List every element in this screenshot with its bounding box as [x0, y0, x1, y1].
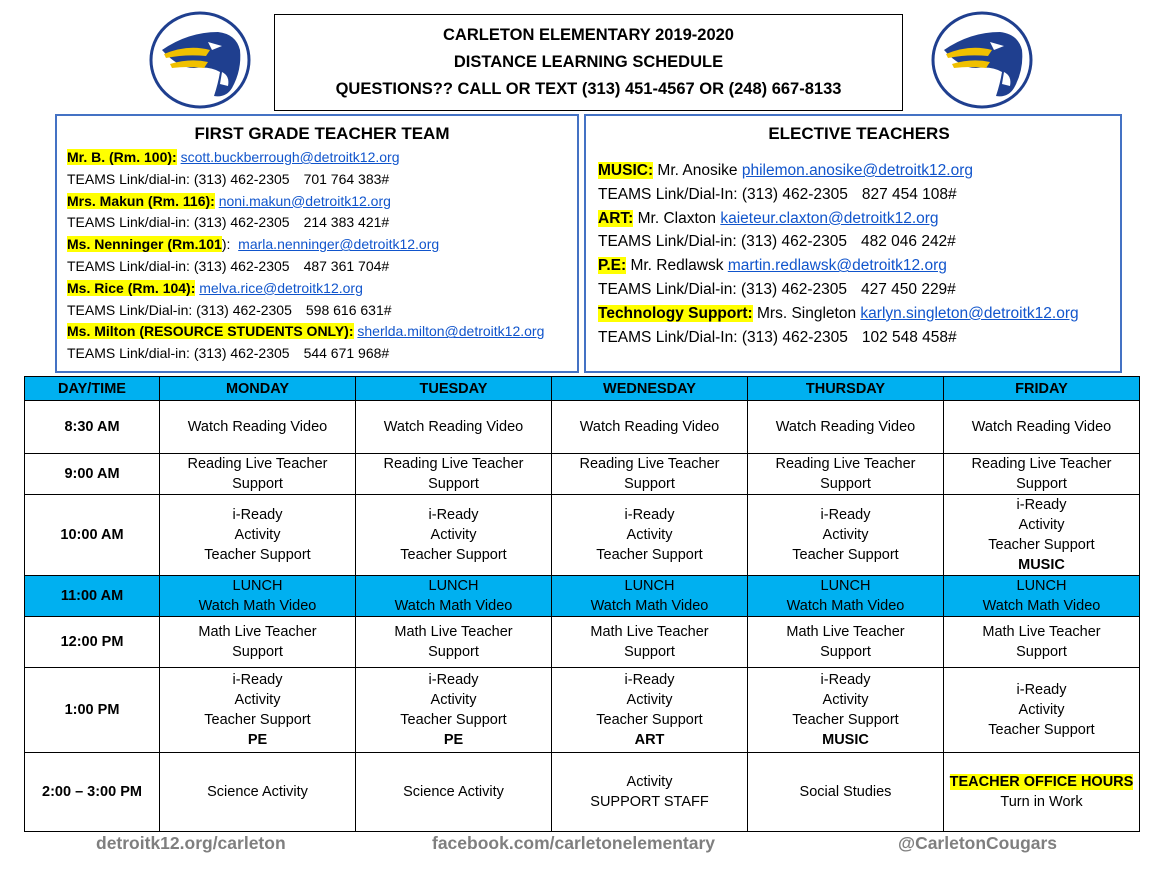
cell-line: Math Live Teacher: [786, 624, 905, 640]
elective-subject: MUSIC:: [598, 162, 654, 179]
cell-line: Reading Live Teacher: [971, 456, 1112, 472]
cell-line: i-Ready: [232, 672, 283, 688]
cell-line: Activity: [822, 527, 869, 543]
schedule-cell: [160, 401, 356, 454]
schedule-cell: [552, 617, 748, 668]
cell-line: Social Studies: [799, 784, 892, 800]
cell-line: Activity: [1018, 702, 1065, 718]
teams-meeting-code: 102 548 458#: [861, 328, 957, 346]
schedule-cell: [160, 617, 356, 668]
teams-dialin-label: TEAMS Link/dial-in: (313) 462-2305: [67, 170, 290, 187]
teacher-email-link[interactable]: melva.rice@detroitk12.org: [199, 279, 363, 296]
teams-meeting-code: 427 450 229#: [860, 280, 956, 298]
cell-line: Watch Math Video: [982, 598, 1101, 614]
elective-tag: PE: [247, 732, 268, 748]
elective-subject: P.E:: [598, 257, 627, 275]
teacher-email-link[interactable]: martin.redlawsk@detroitk12.org: [727, 257, 947, 275]
elective-teacher-name: Mr. Redlawsk: [630, 257, 724, 275]
cell-line: Teacher Support: [204, 547, 311, 563]
teacher-email-link[interactable]: kaieteur.claxton@detroitk12.org: [720, 209, 939, 227]
elective-teacher-name: Mr. Anosike: [657, 162, 738, 179]
cell-line: Math Live Teacher: [982, 624, 1101, 640]
cell-line: Activity: [626, 774, 673, 790]
cell-line: Activity: [1018, 517, 1065, 533]
schedule-cell: [748, 753, 944, 832]
table-row: [25, 617, 1140, 668]
cell-line: Teacher Support: [792, 712, 899, 728]
elective-tag: ART: [634, 732, 665, 748]
cell-line: Math Live Teacher: [590, 624, 709, 640]
time-cell: 10:00 AM: [25, 495, 160, 576]
teams-dialin-row: [67, 256, 577, 278]
column-header: MONDAY: [160, 377, 356, 401]
cell-line: Activity: [626, 527, 673, 543]
cell-line: Activity: [430, 527, 477, 543]
teacher-row: [67, 321, 577, 343]
teams-meeting-code: 544 671 968#: [303, 345, 390, 362]
schedule-cell: [160, 753, 356, 832]
footer-facebook: facebook.com/carletonelementary: [432, 833, 716, 853]
cell-line: Teacher Support: [400, 547, 507, 563]
table-row: [25, 495, 1140, 576]
cell-line: Activity: [626, 692, 673, 708]
footer-website: detroitk12.org/carleton: [96, 833, 286, 853]
teacher-email-link[interactable]: marla.nenninger@detroitk12.org: [238, 236, 440, 253]
column-header: TUESDAY: [356, 377, 552, 401]
teams-dialin-label: TEAMS Link/dial-in: (313) 462-2305: [67, 257, 290, 274]
schedule-cell: [944, 495, 1140, 576]
teams-dialin-row: [598, 230, 1120, 254]
first-grade-team-panel: [55, 114, 579, 373]
teacher-name: Mr. B. (Rm. 100):: [67, 149, 177, 165]
table-row: [25, 454, 1140, 495]
schedule-cell: [160, 495, 356, 576]
cell-line: Support: [1016, 476, 1067, 492]
cell-line: i-Ready: [1016, 682, 1067, 698]
cell-line: Support: [428, 644, 479, 660]
cell-line: i-Ready: [428, 672, 479, 688]
schedule-cell: [944, 401, 1140, 454]
column-header: THURSDAY: [748, 377, 944, 401]
teams-dialin-label: TEAMS Link/Dial-In: (313) 462-2305: [598, 185, 848, 203]
teacher-email-link[interactable]: scott.buckberrough@detroitk12.org: [180, 149, 400, 165]
teams-dialin-label: TEAMS Link/dial-in: (313) 462-2305: [67, 345, 290, 362]
table-row: [25, 401, 1140, 454]
schedule-header-row: [25, 377, 1140, 401]
cell-line: Math Live Teacher: [198, 624, 317, 640]
column-header: WEDNESDAY: [552, 377, 748, 401]
cell-line: Watch Reading Video: [187, 419, 328, 435]
teacher-row: [67, 147, 577, 169]
cell-line: Teacher Support: [988, 722, 1095, 738]
time-cell: 11:00 AM: [25, 576, 160, 617]
cell-line: i-Ready: [820, 672, 871, 688]
cell-line: Support: [624, 476, 675, 492]
schedule-cell: [356, 668, 552, 753]
teams-dialin-row: [598, 278, 1120, 302]
schedule-cell: [748, 454, 944, 495]
teacher-name: Ms. Milton (RESOURCE STUDENTS ONLY):: [67, 323, 354, 340]
schedule-cell: [356, 617, 552, 668]
cell-line: i-Ready: [1016, 497, 1067, 513]
teacher-email-link[interactable]: karlyn.singleton@detroitk12.org: [860, 304, 1079, 322]
cell-line: LUNCH: [1016, 578, 1067, 594]
cell-line: Reading Live Teacher: [383, 456, 524, 472]
teacher-name: Ms. Rice (Rm. 104):: [67, 279, 196, 296]
schedule-cell: [748, 576, 944, 617]
schedule-cell: [160, 454, 356, 495]
elective-subject: Technology Support:: [598, 304, 753, 322]
teams-dialin-label: TEAMS Link/Dial-in: (313) 462-2305: [598, 280, 847, 298]
cell-line: Watch Math Video: [394, 598, 513, 614]
teacher-name-suffix: ):: [221, 236, 231, 253]
cell-line: Watch Reading Video: [971, 419, 1112, 435]
cougar-logo-icon: [148, 10, 252, 110]
cell-line: i-Ready: [428, 507, 479, 523]
teams-meeting-code: 701 764 383#: [303, 170, 390, 187]
office-hours-highlight: TEACHER OFFICE HOURS: [949, 774, 1134, 790]
schedule-cell: [356, 401, 552, 454]
cell-line: Activity: [430, 692, 477, 708]
schedule-cell: [552, 668, 748, 753]
cell-line: Watch Reading Video: [383, 419, 524, 435]
time-cell: 2:00 – 3:00 PM: [25, 753, 160, 832]
schedule-cell: [552, 753, 748, 832]
schedule-cell: [944, 753, 1140, 832]
elective-tag: PE: [443, 732, 464, 748]
teams-dialin-label: TEAMS Link/Dial-in: (313) 462-2305: [598, 233, 847, 251]
teams-dialin-row: [67, 169, 577, 191]
cell-line: Reading Live Teacher: [579, 456, 720, 472]
teacher-email-link[interactable]: noni.makun@detroitk12.org: [218, 192, 391, 209]
table-row: [25, 576, 1140, 617]
table-row: [25, 668, 1140, 753]
teams-meeting-code: 482 046 242#: [860, 233, 956, 251]
cell-line: Teacher Support: [400, 712, 507, 728]
cell-line: SUPPORT STAFF: [590, 794, 709, 810]
teams-dialin-label: TEAMS Link/Dial-In: (313) 462-2305: [598, 328, 848, 346]
cell-line: Support: [232, 644, 283, 660]
footer-twitter: @CarletonCougars: [898, 833, 1058, 853]
teams-meeting-code: 598 616 631#: [305, 301, 392, 318]
cell-line: Reading Live Teacher: [775, 456, 916, 472]
schedule-cell: [748, 495, 944, 576]
cell-line: Support: [232, 476, 283, 492]
teacher-email-link[interactable]: sherlda.milton@detroitk12.org: [357, 323, 545, 340]
schedule-cell: [748, 668, 944, 753]
time-cell: 8:30 AM: [25, 401, 160, 454]
teams-dialin-label: TEAMS Link/Dial-in: (313) 462-2305: [67, 301, 292, 318]
cell-line: Turn in Work: [1000, 794, 1083, 810]
teams-meeting-code: 827 454 108#: [861, 185, 957, 203]
teams-dialin-row: [598, 183, 1120, 207]
schedule-cell: [748, 617, 944, 668]
elective-teacher-row: [598, 207, 1120, 231]
table-row: [25, 753, 1140, 832]
elective-subject: ART:: [598, 209, 634, 227]
cell-line: Support: [820, 476, 871, 492]
time-cell: 9:00 AM: [25, 454, 160, 495]
cell-line: Teacher Support: [988, 537, 1095, 553]
elective-teacher-name: Mrs. Singleton: [757, 304, 857, 322]
cell-line: Teacher Support: [204, 712, 311, 728]
schedule-cell: [160, 668, 356, 753]
cell-line: i-Ready: [820, 507, 871, 523]
cell-line: Support: [820, 644, 871, 660]
schedule-cell: [552, 454, 748, 495]
schedule-cell: [944, 668, 1140, 753]
schedule-cell: [356, 576, 552, 617]
column-header: FRIDAY: [944, 377, 1140, 401]
elective-tag: MUSIC: [822, 732, 869, 748]
teams-dialin-row: [67, 300, 577, 322]
cell-line: Watch Math Video: [198, 598, 317, 614]
elective-teacher-row: [598, 159, 1120, 183]
teacher-row: [67, 278, 577, 300]
cell-line: Activity: [822, 692, 869, 708]
teacher-name: Mrs. Makun (Rm. 116):: [67, 192, 215, 209]
schedule-cell: [944, 617, 1140, 668]
teams-meeting-code: 214 383 421#: [303, 214, 390, 231]
cell-line: Reading Live Teacher: [187, 456, 328, 472]
cell-line: i-Ready: [624, 507, 675, 523]
schedule-cell: [552, 401, 748, 454]
first-grade-team-title: FIRST GRADE TEACHER TEAM: [194, 124, 450, 143]
cell-line: LUNCH: [232, 578, 283, 594]
teams-meeting-code: 487 361 704#: [303, 257, 390, 274]
schedule-cell: [356, 753, 552, 832]
schedule-table: [24, 376, 1140, 832]
time-cell: 1:00 PM: [25, 668, 160, 753]
cell-line: Support: [428, 476, 479, 492]
elective-teacher-name: Mr. Claxton: [637, 209, 717, 227]
cell-line: Activity: [234, 692, 281, 708]
column-header: DAY/TIME: [25, 377, 160, 401]
cell-line: Science Activity: [403, 784, 504, 800]
cell-line: Support: [624, 644, 675, 660]
title-line-contact: QUESTIONS?? CALL OR TEXT (313) 451-4567 OR (248) 667-8133: [335, 80, 842, 98]
cell-line: LUNCH: [428, 578, 479, 594]
elective-teachers-panel: [584, 114, 1122, 373]
elective-tag: MUSIC: [1018, 557, 1065, 573]
cell-line: Watch Math Video: [786, 598, 905, 614]
cell-line: Activity: [234, 527, 281, 543]
cell-line: Teacher Support: [596, 712, 703, 728]
cell-line: Watch Reading Video: [579, 419, 720, 435]
schedule-cell: [552, 495, 748, 576]
elective-teachers-title: ELECTIVE TEACHERS: [768, 124, 950, 143]
elective-teacher-row: [598, 302, 1120, 326]
cell-line: Teacher Support: [596, 547, 703, 563]
cell-line: LUNCH: [624, 578, 675, 594]
teams-dialin-label: TEAMS Link/dial-in: (313) 462-2305: [67, 214, 290, 231]
cell-line: Science Activity: [207, 784, 308, 800]
teams-dialin-row: [67, 212, 577, 234]
teams-dialin-row: [598, 326, 1120, 350]
schedule-cell: [160, 576, 356, 617]
elective-teacher-row: [598, 254, 1120, 278]
cell-line: Teacher Support: [792, 547, 899, 563]
teacher-email-link[interactable]: philemon.anosike@detroitk12.org: [741, 162, 974, 179]
cell-line: Support: [1016, 644, 1067, 660]
title-line-school: CARLETON ELEMENTARY 2019-2020: [443, 26, 734, 44]
schedule-cell: [552, 576, 748, 617]
cell-line: i-Ready: [232, 507, 283, 523]
schedule-cell: [748, 401, 944, 454]
schedule-cell: [356, 454, 552, 495]
page-title: [274, 14, 903, 111]
schedule-cell: [356, 495, 552, 576]
cell-line: Watch Math Video: [590, 598, 709, 614]
teacher-name: Ms. Nenninger (Rm.101: [67, 236, 222, 253]
title-line-schedule: DISTANCE LEARNING SCHEDULE: [453, 53, 724, 71]
cell-line: Watch Reading Video: [775, 419, 916, 435]
teacher-row: [67, 234, 577, 256]
schedule-cell: [944, 454, 1140, 495]
cell-line: LUNCH: [820, 578, 871, 594]
time-cell: 12:00 PM: [25, 617, 160, 668]
teams-dialin-row: [67, 343, 577, 365]
cell-line: i-Ready: [624, 672, 675, 688]
schedule-cell: [944, 576, 1140, 617]
cell-line: Math Live Teacher: [394, 624, 513, 640]
teacher-row: [67, 191, 577, 213]
cougar-logo-icon: [930, 10, 1034, 110]
